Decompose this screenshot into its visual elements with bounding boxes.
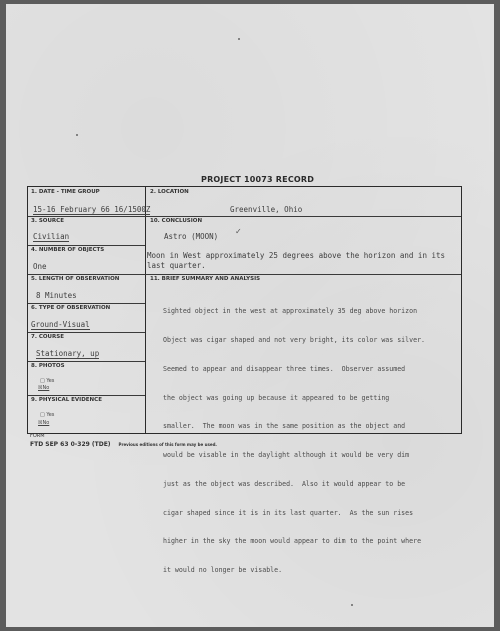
row-divider: [28, 303, 145, 304]
row-divider: [28, 395, 145, 396]
check-mark-icon: ✓: [235, 227, 242, 236]
conclusion-detail-line: Moon in West approximately 25 degrees above the horizon and in its: [147, 251, 446, 260]
row-divider: [28, 361, 145, 362]
type-of-observation-label: 6. TYPE OF OBSERVATION: [31, 305, 111, 311]
form-number: FTD SEP 63 0-329 (TDE): [30, 441, 111, 448]
location-label: 2. LOCATION: [150, 189, 189, 195]
photos-label: 8. PHOTOS: [31, 363, 65, 369]
number-of-objects-label: 4. NUMBER OF OBJECTS: [31, 247, 105, 253]
form-id: [30, 441, 217, 448]
speck: [76, 134, 78, 136]
photos-yes-option: □ Yes: [40, 378, 55, 384]
date-time-value: 15-16 February 66 16/1500Z: [33, 205, 151, 214]
speck: [238, 38, 240, 40]
row-divider: [28, 216, 145, 217]
summary-line: the object was going up because it appeared to be getting: [163, 393, 390, 402]
column-divider: [145, 187, 146, 433]
length-of-observation-value: 8 Minutes: [36, 291, 77, 300]
conclusion-detail-line: last quarter.: [147, 261, 206, 270]
row-divider: [145, 274, 461, 275]
summary-line: higher in the sky the moon would appear to dim to the point where: [163, 537, 422, 546]
summary-line: cigar shaped since it is in its last quarter. As the sun rises: [163, 508, 414, 517]
summary-line: Seemed to appear and disappear three times. Observer assumed: [163, 364, 406, 373]
course-label: 7. COURSE: [31, 334, 64, 340]
physical-evidence-no-option: ☒No: [38, 420, 50, 426]
number-of-objects-value: One: [33, 262, 47, 271]
summary-line: Object was cigar shaped and not very bright, its color was silver.: [163, 335, 426, 344]
conclusion-label: 10. CONCLUSION: [150, 218, 203, 224]
photos-no-option: ☒No: [38, 385, 50, 391]
source-label: 3. SOURCE: [31, 218, 64, 224]
summary-line: Sighted object in the west at approximately 35 deg above horizon: [163, 307, 418, 316]
speck: [351, 604, 353, 606]
summary-label: 11. BRIEF SUMMARY AND ANALYSIS: [150, 276, 261, 282]
form-label: FORM: [30, 433, 45, 439]
length-of-observation-label: 5. LENGTH OF OBSERVATION: [31, 276, 120, 282]
previous-editions-note: Previous editions of this form may be used.: [118, 442, 217, 447]
record-title: PROJECT 10073 RECORD: [201, 175, 315, 184]
physical-evidence-label: 9. PHYSICAL EVIDENCE: [31, 397, 102, 403]
summary-line: it would no longer be visable.: [163, 566, 283, 575]
row-divider: [145, 216, 461, 217]
source-value: Civilian: [33, 232, 70, 241]
course-value: Stationary, up: [36, 349, 100, 358]
summary-line: smaller. The moon was in the same position as the object and: [163, 422, 406, 431]
summary-line: just as the object was described. Also it would appear to be: [163, 479, 406, 488]
conclusion-value: Astro (MOON): [164, 232, 219, 241]
row-divider: [28, 274, 145, 275]
date-time-label: 1. DATE - TIME GROUP: [31, 189, 100, 195]
summary-line: would be visable in the daylight although it would be very dim: [163, 451, 410, 460]
type-of-observation-value: Ground-Visual: [31, 320, 90, 329]
row-divider: [28, 332, 145, 333]
row-divider: [28, 245, 145, 246]
location-value: Greenville, Ohio: [230, 205, 303, 214]
physical-evidence-yes-option: □ Yes: [40, 412, 55, 418]
